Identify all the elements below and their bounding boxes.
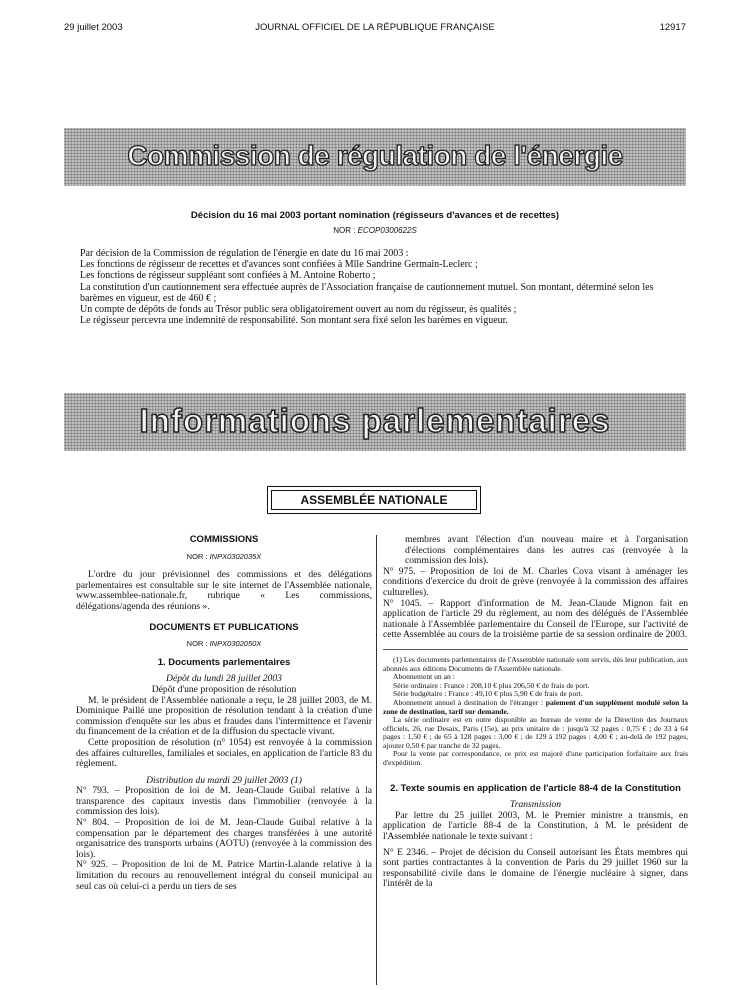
right-column	[383, 535, 688, 890]
transmission-label: Transmission	[509, 799, 562, 811]
list-item	[383, 848, 688, 890]
item-number: N° 793.	[76, 785, 110, 797]
footnote-text: Abonnement un an :	[393, 672, 455, 682]
item-text: – Proposition de loi de M. Jean-Claude Guibal relative à la transparence des capitaux investis dans l'immobilier (renvoyée à la commission des lois).	[76, 785, 372, 818]
transmission-paragraph: Par lettre du 25 juillet 2003, M. le Premier ministre a transmis, en application de l'article 88-4 de la Constitution, à M. le président de l'Assemblée nationale le texte suivant :	[383, 809, 688, 843]
footnote-text: La série ordinaire est en outre disponible au bureau de vente de la Direction des Journaux officiels, 26, rue Desaix, Paris (15e), au prix unitaire de : jusqu'à 32 pages : 0,75 € ; de 33 à 64 pages : 1,50 € ; de 65 à 128 pages : 3,00 € ; de 129 à 192 pages : 4,00 € ; au-delà de 192 pages, ajouter 0,50 € par tranche de 32 pages.	[383, 715, 688, 750]
item-text: – Proposition de loi de M. Patrice Martin-Lalande relative à la limitation du recours au renouvellement intégral du conseil municipal au seul cas où celui-ci a perdu un tiers de ses	[76, 859, 372, 892]
section-banner-cre	[64, 128, 686, 186]
nor-code: ECOP0300622S	[357, 226, 417, 235]
footnote	[383, 649, 688, 768]
decision-paragraph: Les fonctions de régisseur de recettes et d'avances sont confiées à Mlle Sandrine Germain-Leclerc ;	[80, 259, 478, 271]
item-text: – Proposition de loi de M. Charles Cova visant à aménager les conditions d'exercice du droit de grève (renvoyée à la commission des affaires culturelles).	[383, 565, 689, 598]
section-banner-parlementaires	[64, 393, 686, 451]
column-divider	[376, 535, 377, 985]
item-number: N° 804.	[76, 817, 110, 829]
depot-paragraph: M. le président de l'Assemblée nationale a reçu, le 28 juillet 2003, de M. Dominique Paillé une proposition de résolution tendant à la création d'une commission d'enquête sur les abus et fraudes dans l'intermittence et l'avenir du financement de la création et de la diffusion du spectacle vivant.	[76, 694, 372, 738]
item-number: N° E 2346.	[383, 846, 428, 858]
list-item	[383, 567, 688, 599]
assemblee-nationale-box	[267, 486, 481, 514]
footnote-text: Série ordinaire : France : 208,10 € plus 206,50 € de frais de port.	[393, 680, 590, 690]
assemblee-nationale-title: ASSEMBLÉE NATIONALE	[271, 490, 477, 510]
distribution-date: Distribution du mardi 29 juillet 2003 (1)	[146, 774, 302, 786]
decision-body	[80, 248, 688, 326]
decision-paragraph: Un compte de dépôts de fonds au Trésor public sera obligatoirement ouvert au nom du régisseur, ès qualités ;	[80, 304, 517, 316]
list-item	[76, 860, 372, 892]
header-page-number: 12917	[659, 22, 686, 33]
decision-title: Décision du 16 mai 2003 portant nomination (régisseurs d'avances et de recettes)	[190, 210, 560, 221]
header-journal-title: JOURNAL OFFICIEL DE LA RÉPUBLIQUE FRANÇAISE	[255, 22, 495, 33]
left-column	[76, 535, 372, 892]
item-number: N° 1045.	[383, 597, 422, 609]
decision-paragraph: Par décision de la Commission de régulation de l'énergie en date du 16 mai 2003 :	[80, 248, 409, 259]
continued-text: membres avant l'élection d'un nouveau maire et à l'organisation d'élections complémentaires dans les autres cas (renvoyée à la commission des lois).	[405, 534, 688, 567]
nor-label: NOR :	[186, 639, 210, 649]
footnote-text	[383, 699, 688, 716]
footnote-part: Abonnement annuel à destination de l'étranger :	[393, 697, 546, 707]
commissions-heading: COMMISSIONS	[189, 534, 259, 545]
nor-code: INPX0302050X	[209, 639, 262, 649]
footnote-text: Pour la vente par correspondance, ce prix est majoré d'une participation forfaitaire aux frais d'expédition.	[383, 749, 688, 768]
header-date: 29 juillet 2003	[64, 22, 123, 33]
footnote-text: Série budgétaire : France : 49,10 € plus 5,90 € de frais de port.	[393, 689, 583, 699]
footnote-text: (1) Les documents parlementaires de l'Assemblée nationale sont servis, dès leur publication, aux abonnés aux éditions Documents de l'Assemblée nationale.	[383, 654, 688, 673]
decision-paragraph: Les fonctions de régisseur suppléant sont confiées à M. Antoine Roberto ;	[80, 270, 376, 282]
item-text: – Proposition de loi de M. Jean-Claude Guibal relative à la compensation par le département des charges transférées à une autorité organisatrice des transports urbains (AOTU) (renvoyée à la commission des lois).	[76, 817, 372, 860]
item-text: – Rapport d'information de M. Jean-Claude Mignon fait en application de l'article 29 du règlement, au nom des délégués de l'Assemblée nationale à l'Assemblée parlementaire du Conseil de l'Europe, sur l'activité de cette Assemblée au cours de la troisième partie de sa session ordinaire de 2003.	[383, 597, 689, 641]
depot-paragraph: Cette proposition de résolution (n° 1054) est renvoyée à la commission des affaires culturelles, familiales et sociales, en application de l'article 83 du règlement.	[76, 736, 372, 770]
item-number: N° 975.	[383, 565, 416, 577]
documents-nor	[76, 639, 372, 650]
nor-label: NOR :	[333, 226, 358, 235]
section-banner-title: Commission de régulation de l'énergie	[127, 140, 623, 171]
item-text: – Projet de décision du Conseil autorisant les États membres qui sont parties contractantes à la convention de Paris du 29 juillet 1960 sur la responsabilité civile dans le domaine de l'énergie nucléaire à signer, dans l'intérêt de la	[383, 846, 688, 890]
section-banner-title: Informations parlementaires	[139, 402, 611, 439]
documents-heading: DOCUMENTS ET PUBLICATIONS	[149, 621, 299, 633]
commissions-nor	[76, 552, 372, 563]
depot-kind: Dépôt d'une proposition de résolution	[151, 683, 297, 695]
list-item	[76, 818, 372, 860]
commissions-text: L'ordre du jour prévisionnel des commissions et des délégations parlementaires est consultable sur le site internet de l'Assemblée nationale, www.assemblee-nationale.fr, rubrique « Les commissions, délégations/agenda des réunions ».	[76, 569, 372, 612]
decision-paragraph: La constitution d'un cautionnement sera effectuée auprès de l'Association française de cautionnement mutuel. Son montant, déterminé selon les barèmes en vigueur, est de 460 € ;	[80, 281, 654, 304]
list-item	[383, 599, 688, 641]
item-number: N° 925.	[76, 859, 109, 871]
list-item	[76, 786, 372, 818]
decision-nor	[64, 226, 686, 235]
footnote-bold: paiement d'un supplément modulé selon la zone de destination, tarif sur demande.	[383, 697, 689, 716]
decision-paragraph: Le régisseur percevra une indemnité de responsabilité. Son montant sera fixé selon les barèmes en vigueur.	[80, 315, 508, 327]
article-88-4-heading: 2. Texte soumis en application de l'article 88-4 de la Constitution	[390, 782, 681, 794]
nor-code: INPX0302035X	[209, 551, 262, 561]
page-header	[64, 22, 686, 36]
documents-subheading: 1. Documents parlementaires	[157, 656, 291, 668]
depot-date: Dépôt du lundi 28 juillet 2003	[166, 673, 282, 685]
nor-label: NOR :	[186, 551, 210, 561]
